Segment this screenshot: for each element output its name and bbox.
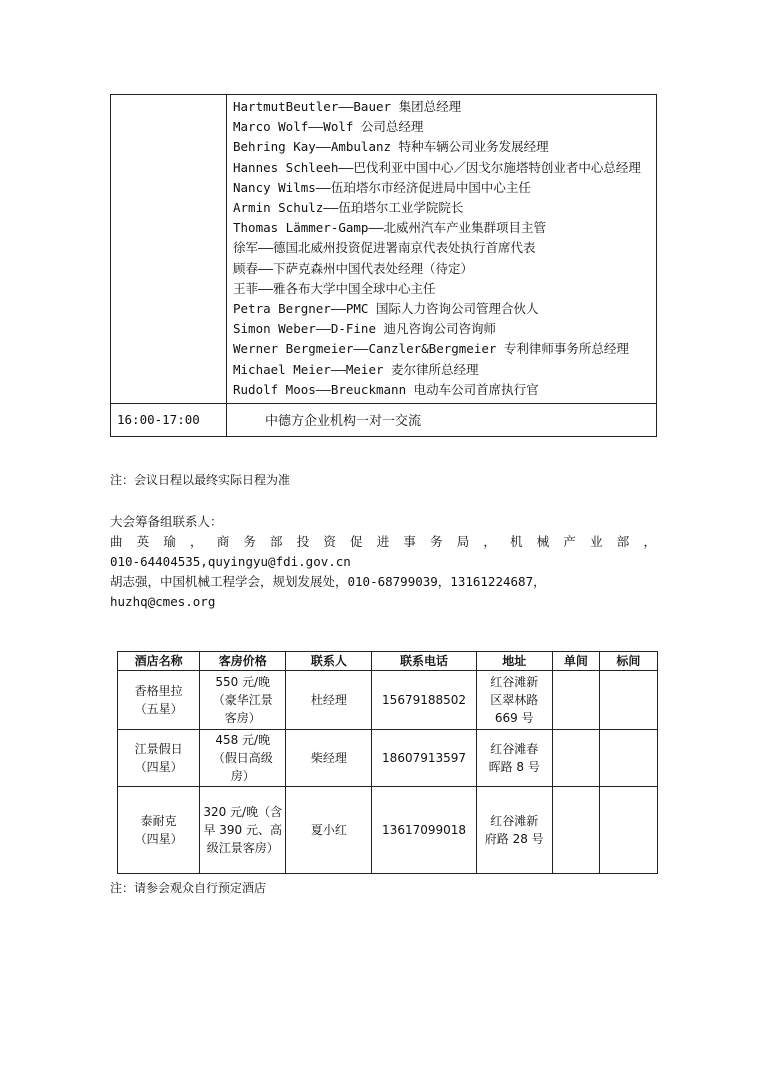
- hotel-address: [476, 787, 552, 874]
- price-line: 458 元/晚: [215, 733, 271, 747]
- address-line: 晖路 8 号: [488, 760, 540, 774]
- address-line: 区翠林路: [490, 693, 539, 707]
- contact-line-1-char: 事: [403, 534, 416, 549]
- contact-section: [110, 512, 660, 612]
- price-line: （假日高级: [212, 751, 273, 765]
- contact-line-1-char: 械: [536, 534, 550, 549]
- contact-line-1-char: 机: [510, 534, 523, 549]
- contact-line-1: [110, 532, 656, 552]
- double-room-cell: [599, 671, 657, 730]
- contact-line-1-char: 务: [430, 534, 443, 549]
- schedule-time: 16:00-17:00: [111, 404, 227, 437]
- contact-line-1-char: 部: [270, 534, 283, 549]
- speaker-line: Thomas Lämmer-Gamp——北威州汽车产业集群项目主管: [233, 220, 547, 236]
- hotel-name: [118, 730, 200, 787]
- price-line: 早 390 元、高: [203, 823, 282, 837]
- hotel-contact: 杜经理: [286, 671, 372, 730]
- single-room-cell: [552, 730, 599, 787]
- speaker-list-cell: [227, 95, 657, 404]
- contact-line-1-char: ，: [643, 534, 656, 549]
- schedule-activity: 中德方企业机构一对一交流: [227, 404, 657, 437]
- speaker-line: 顾春——下萨克森州中国代表处经理（待定）: [233, 260, 474, 276]
- speaker-line: 王菲——雅各布大学中国全球中心主任: [233, 280, 436, 296]
- hotel-address: [476, 671, 552, 730]
- speaker-line: Petra Bergner——PMC 国际人力咨询公司管理合伙人: [233, 301, 539, 317]
- hotel-star-line: （四星）: [134, 832, 183, 846]
- speaker-line: Werner Bergmeier——Canzler&Bergmeier 专利律师事务所总经理: [233, 341, 629, 357]
- double-room-cell: [599, 730, 657, 787]
- price-line: 房）: [230, 769, 255, 783]
- column-header: 酒店名称: [118, 652, 200, 671]
- hotel-phone: 13617099018: [372, 787, 476, 874]
- address-line: 669 号: [494, 711, 534, 725]
- hotel-name-line: 香格里拉: [134, 684, 183, 698]
- room-price: [200, 730, 286, 787]
- address-line: 府路 28 号: [484, 832, 544, 846]
- speaker-line: Simon Weber——D-Fine 迪凡咨询公司咨询师: [233, 321, 497, 337]
- column-header: 联系人: [286, 652, 372, 671]
- contact-line-1-char: 英: [136, 534, 150, 549]
- schedule-time-cell-empty: [111, 95, 227, 404]
- room-price: [200, 787, 286, 874]
- column-header: 单间: [552, 652, 599, 671]
- contact-line-1-char: 商: [216, 534, 230, 549]
- speaker-line: HartmutBeutler——Bauer 集团总经理: [233, 99, 462, 114]
- hotel-contact: 柴经理: [286, 730, 372, 787]
- speaker-line: Michael Meier——Meier 麦尔律所总经理: [233, 361, 479, 377]
- single-room-cell: [552, 787, 599, 874]
- hotel-name-line: 泰耐克: [140, 814, 177, 828]
- table-row: [118, 730, 658, 787]
- contact-line-1-char: 务: [243, 534, 256, 549]
- contact-line-1-char: 业: [590, 534, 603, 549]
- contact-line-1-char: ，: [190, 534, 203, 549]
- hotel-star-line: （四星）: [134, 760, 183, 774]
- hotel-phone: 18607913597: [372, 730, 476, 787]
- price-line: （豪华江景: [212, 693, 273, 707]
- hotel-name-line: 江景假日: [134, 742, 183, 756]
- hotel-note: 注：请参会观众自行预定酒店: [110, 881, 267, 895]
- address-line: 红谷滩春: [490, 742, 539, 756]
- schedule-table: [110, 94, 657, 437]
- contact-line-4: huzhq@cmes.org: [110, 594, 216, 609]
- column-header: 标间: [599, 652, 657, 671]
- address-line: 红谷滩新: [490, 675, 539, 689]
- schedule-note: 注：会议日程以最终实际日程为准: [110, 473, 291, 487]
- contact-line-1-char: 部: [616, 534, 630, 549]
- contact-line-2: 010-64404535,quyingyu@fdi.gov.cn: [110, 554, 351, 569]
- table-row: [118, 671, 658, 730]
- hotel-name: [118, 787, 200, 874]
- contact-line-1-char: 产: [563, 534, 576, 549]
- table-row: [118, 787, 658, 874]
- price-line: 320 元/晚（含: [203, 805, 283, 819]
- hotel-address: [476, 730, 552, 787]
- table-row: [111, 404, 657, 437]
- speaker-line: Hannes Schleeh——巴伐利亚中国中心／因戈尔施塔特创业者中心总经理: [233, 159, 641, 175]
- table-row: [111, 95, 657, 404]
- price-line: 客房）: [224, 711, 261, 725]
- speaker-line: Marco Wolf——Wolf 公司总经理: [233, 119, 424, 135]
- speaker-line: Rudolf Moos——Breuckmann 电动车公司首席执行官: [233, 381, 539, 397]
- contact-line-1-char: 进: [376, 534, 390, 549]
- contact-line-1-char: 曲: [110, 534, 123, 549]
- column-header: 客房价格: [200, 652, 286, 671]
- hotel-contact: 夏小红: [286, 787, 372, 874]
- contact-line-1-char: 投: [296, 534, 310, 549]
- speaker-line: Nancy Wilms——伍珀塔尔市经济促进局中国中心主任: [233, 179, 531, 195]
- double-room-cell: [599, 787, 657, 874]
- column-header: 地址: [476, 652, 552, 671]
- price-line: 级江景客房）: [206, 841, 279, 855]
- contact-line-1-char: 局: [456, 534, 470, 549]
- room-price: [200, 671, 286, 730]
- contact-heading: 大会筹备组联系人：: [110, 514, 223, 529]
- column-header: 联系电话: [372, 652, 476, 671]
- speaker-line: 徐军——德国北威州投资促进署南京代表处执行首席代表: [233, 240, 536, 256]
- contact-line-1-char: 资: [323, 534, 336, 549]
- hotel-phone: 15679188502: [372, 671, 476, 730]
- contact-line-1-char: 瑜: [163, 534, 176, 549]
- hotel-star-line: （五星）: [134, 702, 183, 716]
- price-line: 550 元/晚: [215, 675, 271, 689]
- contact-line-3: 胡志强，中国机械工程学会，规划发展处，010-68799039，13161224687，: [110, 574, 546, 589]
- single-room-cell: [552, 671, 599, 730]
- speaker-line: Behring Kay——Ambulanz 特种车辆公司业务发展经理: [233, 139, 549, 155]
- speaker-line: Armin Schulz——伍珀塔尔工业学院院长: [233, 200, 464, 216]
- contact-line-1-char: ，: [483, 534, 496, 549]
- hotel-name: [118, 671, 200, 730]
- contact-line-1-char: 促: [350, 534, 363, 549]
- hotel-header-row: [118, 652, 658, 671]
- address-line: 红谷滩新: [490, 814, 539, 828]
- hotel-table: [117, 651, 658, 874]
